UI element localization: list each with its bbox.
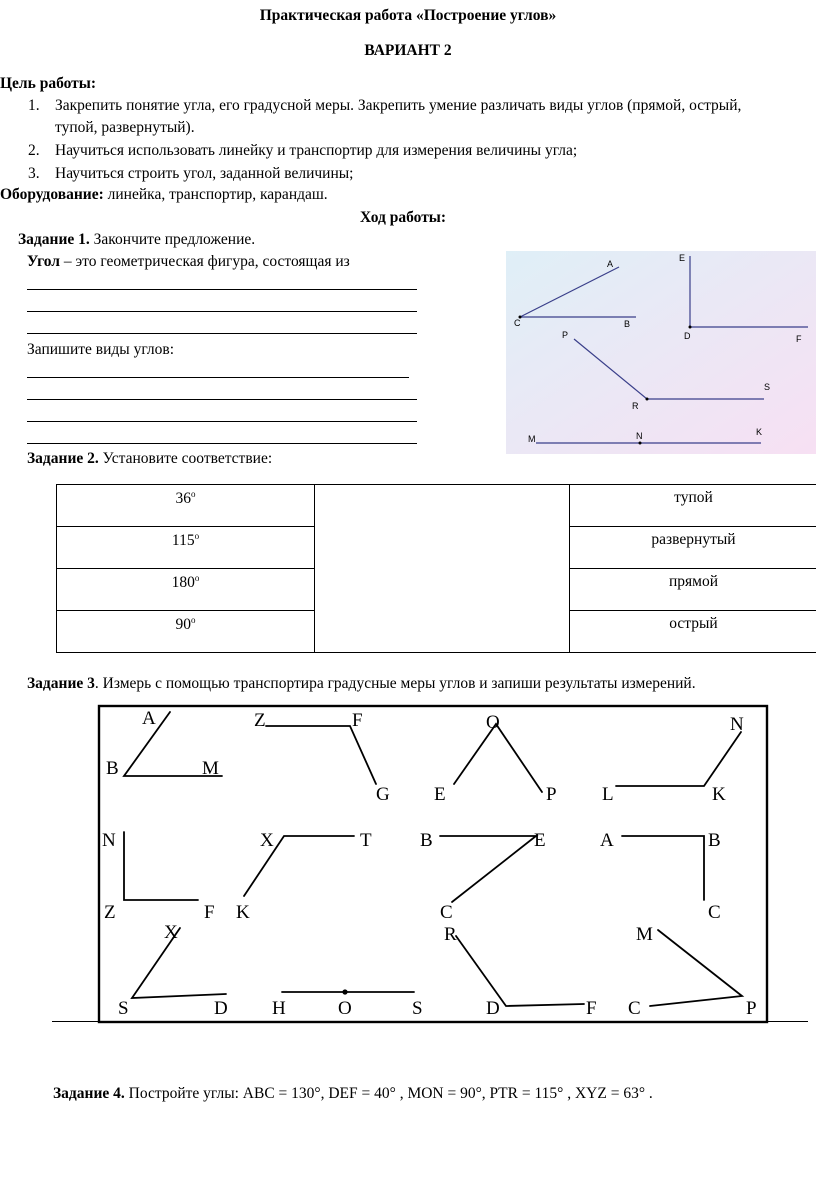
goal-item-1-cont: тупой, развернутый). (55, 119, 195, 136)
task2-label: Задание 2. (27, 450, 99, 467)
label-s: S (118, 998, 129, 1019)
task1-label: Задание 1. (18, 231, 90, 248)
degree-value: 90 (175, 616, 191, 634)
degree-value: 115 (171, 532, 195, 550)
label-m: M (528, 434, 536, 444)
matching-table (56, 484, 816, 653)
angle-mpc (650, 930, 742, 1006)
point-o (342, 989, 347, 994)
table-row (57, 485, 816, 527)
degree-sign: о (191, 489, 196, 499)
label-a: A (142, 708, 156, 729)
label-f: F (796, 334, 802, 344)
label-b: B (420, 830, 433, 851)
type-cell: развернутый (570, 527, 816, 569)
divider-line (52, 1021, 808, 1022)
label-c: C (514, 318, 521, 328)
answer-line[interactable] (27, 399, 417, 400)
label-h: H (272, 998, 286, 1019)
angle-abc (622, 836, 704, 900)
label-d: D (486, 998, 500, 1019)
label-m: M (636, 924, 653, 945)
label-a: A (607, 259, 614, 269)
label-b: B (106, 758, 119, 779)
point-d (689, 326, 692, 329)
angle-ceb (440, 836, 536, 902)
angle-xsd (132, 928, 226, 998)
label-z: Z (104, 902, 116, 923)
goal-item-2: Научиться использовать линейку и транспортир для измерения величины угла; (55, 142, 578, 159)
angle-term: Угол (27, 253, 60, 270)
connect-area[interactable] (315, 485, 570, 653)
equipment-label: Оборудование: (0, 186, 104, 203)
answer-line[interactable] (27, 333, 417, 334)
task1-heading (18, 230, 255, 250)
progress-heading: Ход работы: (360, 209, 447, 226)
label-a: A (600, 830, 614, 851)
label-p: P (746, 998, 757, 1019)
degree-cell (57, 485, 315, 527)
figure-frame (99, 706, 767, 1022)
label-m: M (202, 758, 219, 779)
goal-item-1: Закрепить понятие угла, его градусной меры. Закрепить умение различать виды углов (прямой, острый, (55, 97, 742, 114)
goal-heading: Цель работы: (0, 75, 97, 92)
label-c: C (628, 998, 641, 1019)
label-l: L (602, 784, 614, 805)
angle-definition (27, 252, 350, 272)
label-d: D (684, 331, 691, 341)
label-f: F (586, 998, 597, 1019)
label-p: P (562, 330, 569, 340)
measure-angles-figure (96, 704, 770, 1024)
label-r: R (632, 401, 639, 411)
answer-line[interactable] (27, 377, 409, 378)
label-t: T (360, 830, 372, 851)
degree-sign: о (191, 615, 196, 625)
task3-text: . Измерь с помощью транспортира градусные меры углов и запиши результаты измерений. (94, 675, 696, 692)
degree-value: 36 (175, 490, 191, 508)
task3-label: Задание 3 (27, 675, 95, 692)
degree-cell (57, 527, 315, 569)
angle-definition-text: – это геометрическая фигура, состоящая из (60, 253, 350, 270)
figure-background (506, 251, 816, 454)
degree-sign: о (194, 573, 200, 583)
point-n (639, 442, 642, 445)
goal-item-2-num: 2. (28, 142, 40, 159)
label-b: B (624, 319, 631, 329)
label-s: S (412, 998, 423, 1019)
answer-line[interactable] (27, 421, 417, 422)
types-prompt: Запишите виды углов: (27, 341, 175, 358)
task4-label: Задание 4. (53, 1085, 125, 1102)
angle-zfg (266, 726, 376, 784)
label-n: N (730, 714, 744, 735)
task3-heading (27, 674, 696, 694)
angle-lkn (616, 732, 741, 786)
label-o: O (486, 712, 500, 733)
goal-item-3-num: 3. (28, 165, 40, 182)
answer-line[interactable] (27, 289, 417, 290)
label-x: X (164, 922, 178, 943)
angle-rdf (456, 936, 584, 1006)
goal-item-3: Научиться строить угол, заданной величины; (55, 165, 354, 182)
page-title: Практическая работа «Построение углов» (259, 7, 557, 24)
equipment-text: линейка, транспортир, карандаш. (103, 186, 328, 203)
label-e: E (434, 784, 446, 805)
task2-text: Установите соответствие: (98, 450, 273, 467)
task4-text: Постройте углы: ABC = 130°, DEF = 40° , MON = 90°, PTR = 115° , XYZ = 63° . (124, 1085, 653, 1102)
answer-line[interactable] (27, 443, 417, 444)
variant-title: ВАРИАНТ 2 (364, 42, 452, 59)
label-b: B (708, 830, 721, 851)
label-o: O (338, 998, 352, 1019)
answer-line[interactable] (27, 311, 417, 312)
label-g: G (376, 784, 390, 805)
degree-value: 180 (171, 574, 195, 592)
type-cell: тупой (570, 485, 816, 527)
goal-item-1-num: 1. (28, 97, 40, 114)
task4 (53, 1084, 653, 1104)
label-n: N (636, 431, 643, 441)
label-c: C (440, 902, 453, 923)
angle-types-figure (506, 251, 816, 454)
point-r (646, 398, 649, 401)
label-z: Z (254, 710, 266, 731)
label-x: X (260, 830, 274, 851)
equipment (0, 185, 328, 205)
angle-nzf (124, 832, 198, 900)
degree-sign: о (194, 531, 200, 541)
type-cell: прямой (570, 569, 816, 611)
task1-text: Закончите предложение. (89, 231, 256, 248)
label-s: S (764, 382, 771, 392)
degree-cell (57, 611, 315, 653)
label-e: E (534, 830, 546, 851)
label-c: C (708, 902, 721, 923)
label-k: K (712, 784, 726, 805)
degree-cell (57, 569, 315, 611)
label-d: D (214, 998, 228, 1019)
label-r: R (444, 924, 457, 945)
type-cell: острый (570, 611, 816, 653)
label-e: E (679, 253, 686, 263)
label-k: K (236, 902, 250, 923)
label-n: N (102, 830, 116, 851)
label-k: K (756, 427, 763, 437)
label-p: P (546, 784, 557, 805)
task2-heading (27, 449, 272, 469)
label-f: F (204, 902, 215, 923)
label-f: F (352, 710, 363, 731)
angle-eop (454, 724, 542, 792)
